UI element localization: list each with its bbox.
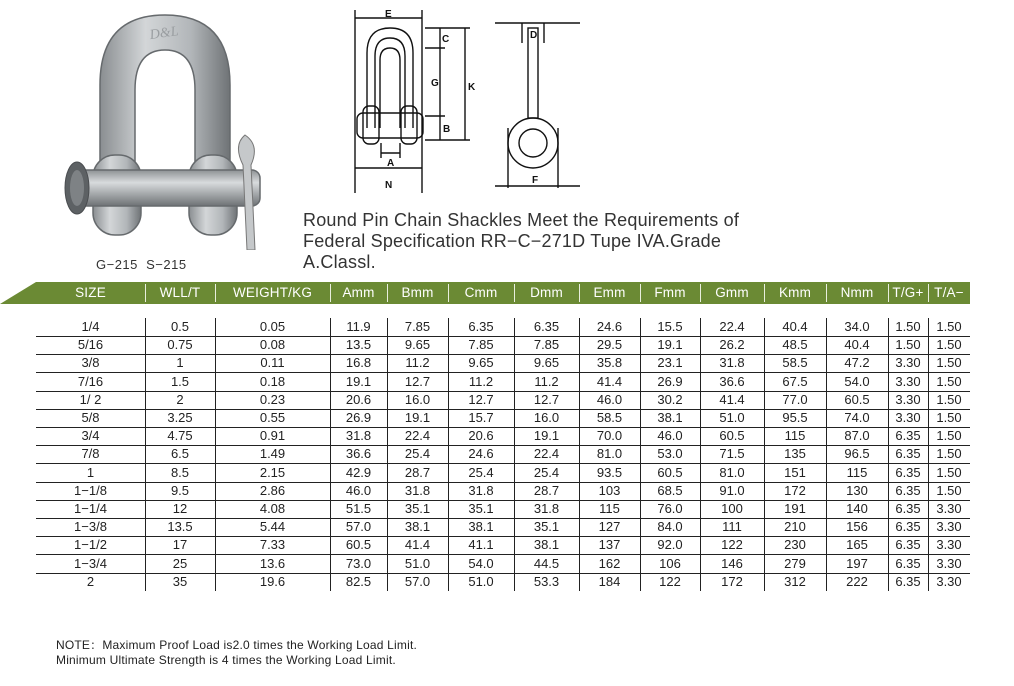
table-cell: 11.2: [405, 355, 430, 371]
table-cell: 57.0: [404, 573, 431, 589]
table-cell: 19.1: [533, 428, 560, 444]
table-cell: 40.4: [844, 337, 870, 353]
table-row: [36, 373, 970, 392]
column-divider: [928, 318, 929, 591]
table-cell: 95.5: [782, 410, 808, 425]
header-cell-wll-t: WLL/T: [159, 285, 201, 300]
header-cell-emm: Emm: [593, 285, 626, 300]
photo-caption: G−215 S−215: [96, 257, 187, 272]
table-cell: 1.5: [170, 373, 190, 389]
table-cell: 1.50: [936, 410, 962, 425]
note-line-1: NOTE：Maximum Proof Load is2.0 times the Working Load Limit.: [56, 638, 418, 652]
table-cell: 3.30: [936, 501, 962, 516]
table-cell: 122: [721, 537, 743, 553]
table-cell: 191: [784, 501, 806, 516]
table-cell: 1.50: [936, 482, 962, 498]
table-cell: 41.4: [596, 373, 623, 389]
table-row: [36, 482, 970, 501]
header-cell-nmm: Nmm: [840, 285, 874, 300]
table-cell: 6.35: [895, 501, 921, 516]
table-cell: 210: [784, 519, 806, 535]
table-cell: 41.1: [468, 537, 494, 553]
column-divider: [387, 318, 388, 591]
table-cell: 76.0: [657, 501, 683, 516]
header-cell-amm: Amm: [342, 285, 375, 300]
table-cell: 1: [176, 355, 184, 371]
table-cell: 5/8: [81, 410, 100, 425]
header-separator: [215, 284, 216, 302]
table-cell: 162: [598, 555, 621, 571]
header-cell-gmm: Gmm: [715, 285, 749, 300]
side-view-drawing: [490, 18, 585, 193]
table-cell: 222: [846, 573, 868, 589]
table-row: [36, 573, 970, 591]
table-cell: 140: [846, 501, 868, 516]
header-cell-dmm: Dmm: [530, 285, 563, 300]
table-cell: 19.6: [259, 573, 286, 589]
table-cell: 70.0: [596, 428, 623, 444]
table-cell: 28.7: [404, 464, 431, 480]
table-cell: 36.6: [345, 446, 372, 462]
table-row: [36, 409, 970, 428]
table-cell: 74.0: [844, 410, 870, 425]
table-cell: 87.0: [844, 428, 870, 444]
table-cell: 0.08: [259, 337, 286, 353]
table-cell: 15.5: [657, 319, 683, 334]
table-cell: 1.50: [936, 337, 962, 353]
column-divider: [215, 318, 216, 591]
table-cell: 1.50: [936, 446, 962, 462]
headline-line-3: A.Classl.: [303, 252, 376, 272]
table-cell: 46.0: [596, 391, 623, 407]
table-cell: 6.35: [533, 319, 560, 334]
table-cell: 3.30: [895, 373, 921, 389]
table-cell: 1.50: [936, 373, 962, 389]
table-cell: 26.2: [719, 337, 745, 353]
table-row: [36, 391, 970, 410]
table-cell: 0.11: [260, 355, 285, 371]
table-cell: 103: [598, 482, 621, 498]
table-cell: 36.6: [719, 373, 745, 389]
table-cell: 0.23: [259, 391, 286, 407]
table-cell: 16.0: [533, 410, 560, 425]
table-cell: 31.8: [345, 428, 372, 444]
table-cell: 13.6: [259, 555, 286, 571]
table-cell: 77.0: [782, 391, 808, 407]
table-cell: 165: [846, 537, 868, 553]
table-cell: 9.65: [468, 355, 494, 371]
table-cell: 11.2: [534, 373, 559, 389]
header-cell-t-a-: T/A−: [934, 285, 964, 300]
table-cell: 1.49: [259, 446, 286, 462]
table-cell: 57.0: [345, 519, 372, 535]
table-row: [36, 336, 970, 355]
table-cell: 0.55: [259, 410, 286, 425]
table-cell: 7.85: [468, 337, 494, 353]
table-cell: 16.0: [404, 391, 431, 407]
table-row: [36, 318, 970, 337]
table-cell: 279: [784, 555, 806, 571]
table-cell: 35.1: [468, 501, 494, 516]
table-cell: 26.9: [345, 410, 372, 425]
headline-line-1: Round Pin Chain Shackles Meet the Requirements of: [303, 210, 740, 230]
dim-label-d: D: [530, 30, 538, 41]
table-cell: 3.30: [895, 355, 921, 371]
header-cell-weight-kg: WEIGHT/KG: [232, 285, 313, 300]
header-separator: [579, 284, 580, 302]
dim-label-f: F: [532, 175, 539, 186]
table-cell: 40.4: [782, 319, 808, 334]
table-cell: 60.5: [345, 537, 372, 553]
header-separator: [448, 284, 449, 302]
table-cell: 172: [721, 573, 743, 589]
table-cell: 53.3: [533, 573, 560, 589]
table-row: [36, 518, 970, 537]
table-cell: 3.30: [895, 391, 921, 407]
table-cell: 54.0: [468, 555, 494, 571]
column-divider: [640, 318, 641, 591]
table-cell: 11.2: [468, 373, 494, 389]
header-cell-bmm: Bmm: [401, 285, 434, 300]
table-cell: 1.50: [895, 337, 921, 353]
table-cell: 93.5: [596, 464, 623, 480]
table-cell: 4.75: [167, 428, 193, 444]
table-cell: 23.1: [657, 355, 683, 371]
table-cell: 35.1: [533, 519, 560, 535]
table-cell: 3/4: [81, 428, 100, 444]
table-cell: 151: [784, 464, 806, 480]
table-cell: 25: [172, 555, 188, 571]
table-cell: 7.85: [533, 337, 560, 353]
table-cell: 0.91: [259, 428, 286, 444]
table-cell: 20.6: [345, 391, 372, 407]
table-cell: 19.1: [345, 373, 372, 389]
table-cell: 58.5: [596, 410, 623, 425]
table-cell: 42.9: [345, 464, 372, 480]
table-cell: 25.4: [404, 446, 431, 462]
column-divider: [579, 318, 580, 591]
table-cell: 12.7: [533, 391, 560, 407]
table-cell: 26.9: [657, 373, 683, 389]
table-cell: 73.0: [345, 555, 372, 571]
table-cell: 137: [598, 537, 621, 553]
table-cell: 3.30: [936, 537, 962, 553]
headline: [303, 210, 803, 273]
table-cell: 51.0: [404, 555, 431, 571]
table-cell: 6.35: [895, 519, 921, 535]
table-cell: 68.5: [657, 482, 683, 498]
table-cell: 96.5: [844, 446, 870, 462]
header-separator: [514, 284, 515, 302]
table-cell: 1.50: [936, 391, 962, 407]
column-divider: [700, 318, 701, 591]
table-cell: 24.6: [596, 319, 623, 334]
table-cell: 1.50: [936, 428, 962, 444]
dim-label-a: A: [387, 158, 395, 169]
table-cell: 2: [86, 573, 95, 589]
table-cell: 135: [784, 446, 806, 462]
column-divider: [448, 318, 449, 591]
table-cell: 51.0: [719, 410, 745, 425]
table-cell: 1.50: [936, 355, 962, 371]
column-divider: [764, 318, 765, 591]
table-cell: 25.4: [533, 464, 560, 480]
table-cell: 82.5: [345, 573, 372, 589]
table-cell: 6.35: [468, 319, 494, 334]
table-cell: 4.08: [259, 501, 286, 516]
note-line-2: Minimum Ultimate Strength is 4 times the Working Load Limit.: [56, 653, 396, 667]
table-cell: 7.85: [404, 319, 431, 334]
table-cell: 41.4: [719, 391, 745, 407]
header-separator: [387, 284, 388, 302]
header-separator: [764, 284, 765, 302]
column-divider: [145, 318, 146, 591]
table-row: [36, 354, 970, 373]
headline-line-2: Federal Specification RR−C−271D Tupe IVA.Grade: [303, 231, 722, 251]
table-cell: 6.35: [895, 555, 921, 571]
table-cell: 31.8: [533, 501, 560, 516]
table-cell: 38.1: [404, 519, 431, 535]
table-cell: 51.0: [468, 573, 494, 589]
table-cell: 38.1: [533, 537, 560, 553]
table-cell: 6.35: [895, 464, 921, 480]
table-cell: 172: [784, 482, 806, 498]
table-cell: 106: [659, 555, 681, 571]
table-row: [36, 500, 970, 519]
header-separator: [145, 284, 146, 302]
table-cell: 6.35: [895, 428, 921, 444]
table-cell: 8.5: [170, 464, 190, 480]
table-cell: 1−1/4: [74, 501, 107, 516]
header-separator: [330, 284, 331, 302]
table-row: [36, 555, 970, 574]
table-row: [36, 536, 970, 555]
table-cell: 25.4: [468, 464, 494, 480]
header-cell-kmm: Kmm: [778, 285, 812, 300]
note: [56, 638, 417, 668]
table-cell: 6.5: [170, 446, 190, 462]
table-cell: 127: [598, 519, 621, 535]
table-cell: 91.0: [719, 482, 745, 498]
table-cell: 60.5: [657, 464, 683, 480]
table-cell: 48.5: [782, 337, 808, 353]
table-cell: 6.35: [895, 537, 921, 553]
table-cell: 12.7: [468, 391, 494, 407]
table-cell: 9.65: [533, 355, 560, 371]
table-cell: 1−1/2: [74, 537, 107, 553]
table-cell: 22.4: [719, 319, 745, 334]
table-cell: 35.8: [596, 355, 623, 371]
table-cell: 67.5: [782, 373, 808, 389]
table-cell: 2.15: [259, 464, 286, 480]
table-cell: 1−1/8: [74, 482, 107, 498]
dim-label-e: E: [385, 9, 392, 20]
table-cell: 1: [86, 464, 95, 480]
table-header-row: [0, 282, 1014, 304]
table-cell: 47.2: [844, 355, 870, 371]
table-cell: 3/8: [81, 355, 100, 371]
table-cell: 3.25: [167, 410, 193, 425]
header-separator: [700, 284, 701, 302]
table-cell: 5/16: [77, 337, 104, 353]
column-divider: [514, 318, 515, 591]
table-cell: 3.30: [936, 555, 962, 571]
table-cell: 115: [784, 428, 806, 444]
table-cell: 122: [659, 573, 681, 589]
shackle-photo: [55, 5, 275, 250]
table-cell: 1−3/4: [74, 555, 107, 571]
table-cell: 30.2: [657, 391, 683, 407]
column-divider: [826, 318, 827, 591]
header-separator: [928, 284, 929, 302]
table-cell: 22.4: [404, 428, 431, 444]
table-cell: 38.1: [657, 410, 683, 425]
table-cell: 28.7: [533, 482, 560, 498]
table-cell: 0.18: [259, 373, 286, 389]
header-separator: [888, 284, 889, 302]
table-cell: 16.8: [345, 355, 372, 371]
table-cell: 41.4: [404, 537, 431, 553]
table-cell: 0.5: [170, 319, 190, 334]
table-cell: 84.0: [657, 519, 683, 535]
table-cell: 1.50: [895, 319, 921, 334]
table-cell: 3.30: [936, 573, 962, 589]
table-cell: 34.0: [844, 319, 870, 334]
table-cell: 31.8: [468, 482, 494, 498]
table-cell: 71.5: [719, 446, 745, 462]
table-row: [36, 464, 970, 483]
table-row: [36, 427, 970, 446]
table-cell: 53.0: [657, 446, 683, 462]
table-cell: 115: [846, 464, 868, 480]
table-cell: 31.8: [404, 482, 431, 498]
table-cell: 81.0: [596, 446, 623, 462]
table-cell: 197: [846, 555, 868, 571]
table-cell: 13.5: [345, 337, 372, 353]
table-cell: 184: [598, 573, 621, 589]
table-cell: 60.5: [719, 428, 745, 444]
header-cell-t-g-: T/G+: [892, 285, 924, 300]
table-cell: 156: [846, 519, 868, 535]
table-cell: 51.5: [345, 501, 372, 516]
header-separator: [826, 284, 827, 302]
dim-label-c: C: [442, 34, 450, 45]
header-cell-cmm: Cmm: [464, 285, 498, 300]
table-cell: 0.05: [259, 319, 286, 334]
table-cell: 15.7: [468, 410, 494, 425]
table-cell: 5.44: [259, 519, 286, 535]
table-cell: 111: [722, 519, 742, 535]
table-cell: 0.75: [167, 337, 193, 353]
dim-label-g: G: [431, 78, 439, 89]
table-cell: 1/ 2: [79, 391, 102, 407]
table-cell: 54.0: [844, 373, 870, 389]
table-cell: 22.4: [533, 446, 560, 462]
table-cell: 1.50: [936, 319, 962, 334]
table-row: [36, 445, 970, 464]
table-cell: 13.5: [167, 519, 193, 535]
photo-stamp: D&L: [148, 24, 180, 44]
table-cell: 12.7: [404, 373, 431, 389]
table-cell: 230: [784, 537, 806, 553]
front-view-drawing: [345, 8, 495, 198]
table-cell: 2.86: [259, 482, 286, 498]
table-cell: 58.5: [782, 355, 808, 371]
table-cell: 2: [176, 391, 184, 407]
table-cell: 46.0: [657, 428, 683, 444]
table-cell: 46.0: [345, 482, 372, 498]
header-separator: [640, 284, 641, 302]
table-cell: 7/8: [81, 446, 100, 462]
table-cell: 81.0: [719, 464, 745, 480]
table-cell: 6.35: [895, 446, 921, 462]
dim-label-n: N: [385, 180, 393, 191]
table-cell: 7/16: [77, 373, 104, 389]
table-cell: 29.5: [596, 337, 623, 353]
column-divider: [330, 318, 331, 591]
table-cell: 9.65: [404, 337, 431, 353]
table-cell: 92.0: [657, 537, 683, 553]
table-cell: 312: [784, 573, 806, 589]
table-cell: 115: [599, 501, 620, 516]
header-cell-fmm: Fmm: [654, 285, 686, 300]
table-cell: 20.6: [468, 428, 494, 444]
table-cell: 44.5: [533, 555, 560, 571]
table-cell: 31.8: [719, 355, 745, 371]
table-cell: 17: [172, 537, 188, 553]
table-cell: 38.1: [468, 519, 494, 535]
table-cell: 146: [721, 555, 743, 571]
table-cell: 3.30: [895, 410, 921, 425]
table-cell: 6.35: [895, 482, 921, 498]
table-cell: 60.5: [844, 391, 870, 407]
table-cell: 19.1: [404, 410, 431, 425]
table-cell: 9.5: [170, 482, 190, 498]
dim-label-k: K: [468, 82, 476, 93]
table-cell: 19.1: [657, 337, 683, 353]
table-cell: 12: [172, 501, 188, 516]
table-cell: 7.33: [259, 537, 286, 553]
table-cell: 3.30: [936, 519, 962, 535]
table-cell: 1.50: [936, 464, 962, 480]
table-cell: 130: [846, 482, 868, 498]
table-cell: 1/4: [81, 319, 100, 334]
table-cell: 1−3/8: [74, 519, 107, 535]
table-cell: 35: [172, 573, 188, 589]
table-cell: 6.35: [895, 573, 921, 589]
table-cell: 11.9: [346, 319, 371, 334]
table-cell: 35.1: [404, 501, 431, 516]
header-cell-size: SIZE: [75, 285, 106, 300]
table-cell: 100: [721, 501, 743, 516]
table-cell: 24.6: [468, 446, 494, 462]
column-divider: [888, 318, 889, 591]
dim-label-b: B: [443, 124, 451, 135]
